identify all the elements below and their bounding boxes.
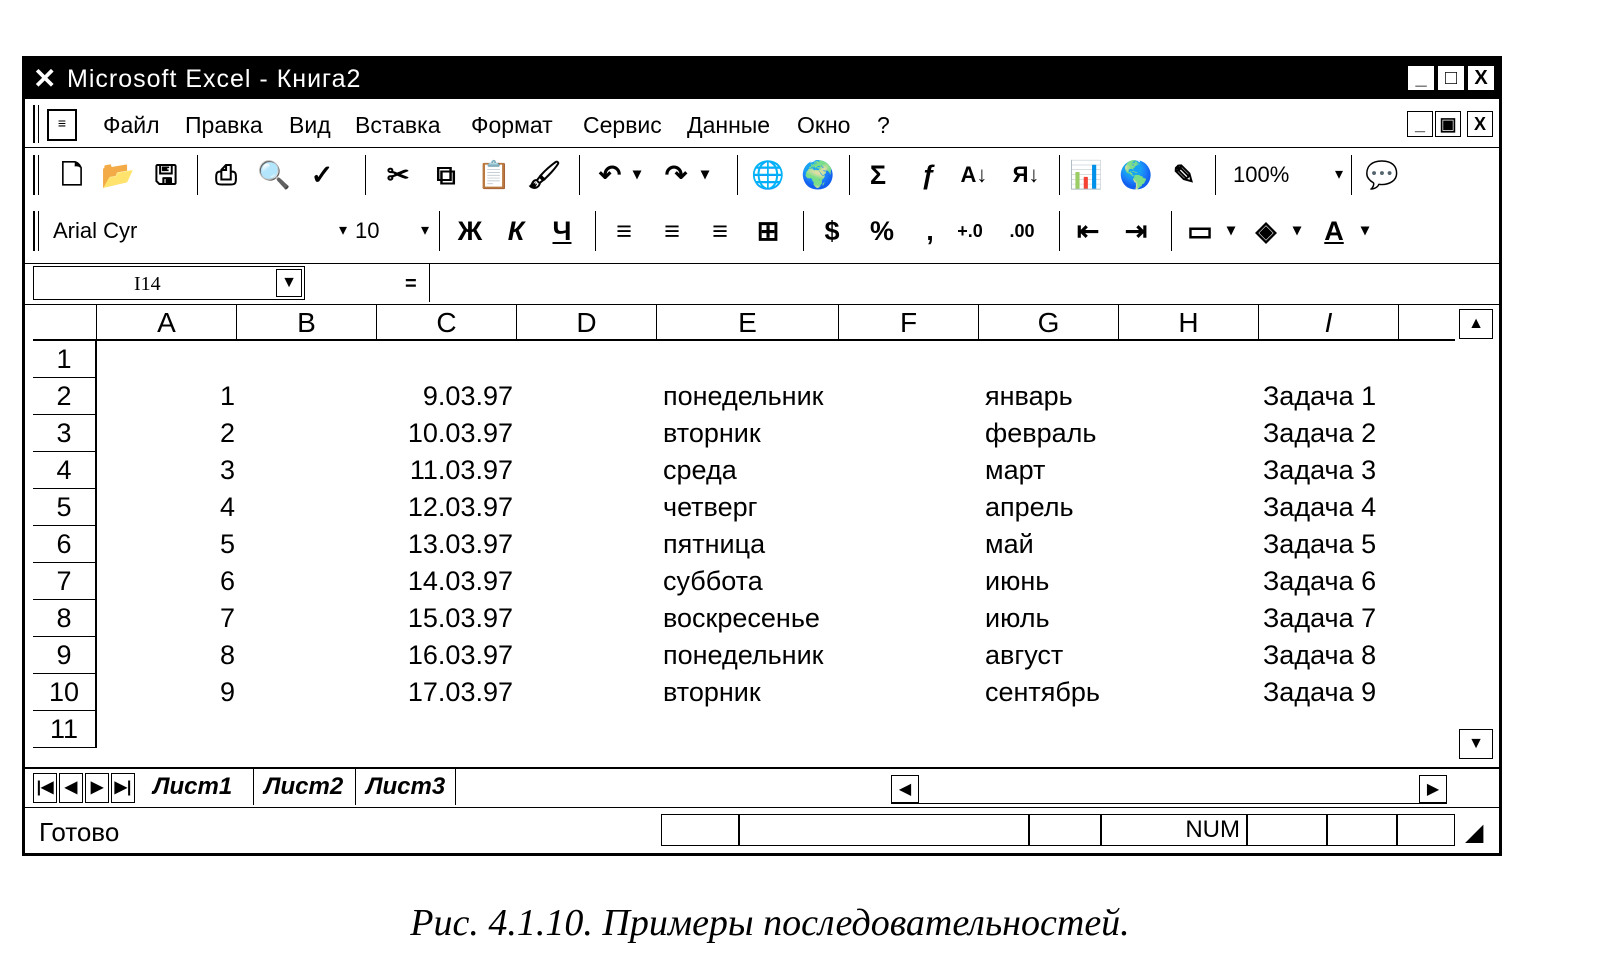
row-header-4[interactable]: 4 bbox=[33, 452, 97, 489]
cell-g6[interactable]: май bbox=[985, 529, 1034, 559]
menu-edit[interactable]: Правка bbox=[185, 112, 263, 138]
comma-style-icon[interactable]: , bbox=[926, 216, 934, 246]
map-globe-icon[interactable]: 🌎 bbox=[1119, 160, 1153, 190]
cell-e2[interactable]: понедельник bbox=[663, 381, 824, 411]
prev-sheet-icon[interactable]: ◀ bbox=[59, 773, 83, 803]
cell-e5[interactable]: четверг bbox=[663, 492, 758, 522]
cell-a4[interactable]: 3 bbox=[219, 455, 235, 485]
cell-c2[interactable]: 9.03.97 bbox=[422, 381, 513, 411]
toolbar-separator bbox=[803, 211, 804, 251]
open-folder-icon[interactable]: 📂 bbox=[101, 160, 135, 190]
column-header-a[interactable]: A bbox=[97, 305, 237, 341]
row-header-11[interactable]: 11 bbox=[33, 711, 97, 748]
decrease-decimal-icon[interactable]: .00 bbox=[1009, 221, 1035, 241]
scroll-down-icon[interactable]: ▼ bbox=[1459, 729, 1493, 759]
underline-button[interactable]: Ч bbox=[552, 216, 572, 246]
chart-wizard-icon[interactable]: 📊 bbox=[1069, 160, 1103, 190]
toolbar-separator bbox=[579, 155, 580, 195]
toolbar-separator bbox=[1215, 155, 1216, 195]
first-sheet-icon[interactable]: |◀ bbox=[33, 773, 57, 803]
status-panel bbox=[1247, 814, 1327, 846]
cell-i3[interactable]: Задача 2 bbox=[1263, 418, 1377, 448]
chevron-down-icon[interactable]: ▾ bbox=[338, 222, 347, 239]
status-panel bbox=[661, 814, 739, 846]
format-painter-icon[interactable]: 🖌 bbox=[527, 160, 562, 190]
save-disk-icon[interactable]: 🖫 bbox=[154, 160, 178, 190]
sort-descending-icon[interactable]: Я↓ bbox=[1012, 162, 1040, 187]
worksheet-grid[interactable] bbox=[25, 305, 1499, 765]
status-panel bbox=[1029, 814, 1101, 846]
cell-a2[interactable]: 1 bbox=[219, 381, 235, 411]
undo-icon[interactable]: ↶ bbox=[598, 160, 622, 190]
cell-i9[interactable]: Задача 8 bbox=[1263, 640, 1377, 670]
maximize-button[interactable]: □ bbox=[1437, 65, 1465, 91]
cell-i7[interactable]: Задача 6 bbox=[1263, 566, 1377, 596]
sheet-tab-3[interactable]: Лист3 bbox=[355, 769, 456, 805]
menu-file[interactable]: Файл bbox=[103, 112, 160, 138]
column-header-i[interactable]: I bbox=[1259, 305, 1399, 341]
doc-restore-button[interactable]: ▣ bbox=[1435, 111, 1461, 137]
increase-decimal-icon[interactable]: +.0 bbox=[957, 221, 983, 241]
cut-scissors-icon[interactable]: ✂ bbox=[386, 160, 410, 190]
close-button[interactable]: X bbox=[1467, 65, 1495, 91]
vertical-scrollbar[interactable] bbox=[1455, 305, 1495, 765]
cell-c4[interactable]: 11.03.97 bbox=[409, 455, 513, 485]
doc-close-button[interactable]: X bbox=[1467, 111, 1493, 137]
select-all-corner[interactable] bbox=[33, 305, 97, 341]
print-icon[interactable]: ⎙ bbox=[215, 160, 237, 190]
toolbar-grip[interactable] bbox=[33, 155, 39, 195]
fill-color-bucket-icon[interactable]: ◈ bbox=[1255, 216, 1277, 246]
menu-grip[interactable] bbox=[33, 105, 39, 143]
cell-i10[interactable]: Задача 9 bbox=[1263, 677, 1377, 707]
chevron-down-icon[interactable]: ▾ bbox=[1360, 222, 1370, 239]
cell-c10[interactable]: 17.03.97 bbox=[407, 677, 513, 707]
chevron-down-icon[interactable]: ▾ bbox=[1334, 166, 1343, 183]
toolbar-grip[interactable] bbox=[33, 211, 39, 251]
menu-format[interactable]: Формат bbox=[471, 112, 553, 138]
cell-c9[interactable]: 16.03.97 bbox=[407, 640, 513, 670]
spelling-check-icon[interactable]: ✓ bbox=[310, 160, 334, 190]
cell-g5[interactable]: апрель bbox=[985, 492, 1074, 522]
menu-bar bbox=[25, 101, 1499, 148]
merge-center-icon[interactable]: ⊞ bbox=[756, 216, 780, 246]
toolbar-separator bbox=[365, 155, 366, 195]
column-header-e[interactable]: E bbox=[657, 305, 839, 341]
num-lock-label: NUM bbox=[1185, 816, 1240, 843]
name-box[interactable] bbox=[33, 266, 305, 300]
cell-c5[interactable]: 12.03.97 bbox=[407, 492, 513, 522]
sort-ascending-icon[interactable]: A↓ bbox=[960, 162, 988, 187]
function-fx-icon[interactable]: ƒ bbox=[920, 160, 936, 190]
status-panel bbox=[1397, 814, 1455, 846]
excel-window bbox=[22, 56, 1502, 856]
name-box-value: I14 bbox=[134, 273, 161, 295]
cell-g7[interactable]: июнь bbox=[985, 566, 1050, 596]
toolbar-separator bbox=[595, 211, 596, 251]
formatting-toolbar bbox=[25, 205, 1499, 257]
menu-tools[interactable]: Сервис bbox=[583, 112, 662, 138]
chevron-down-icon[interactable]: ▾ bbox=[420, 222, 429, 239]
chevron-down-icon[interactable]: ▾ bbox=[1292, 222, 1302, 239]
align-right-icon[interactable]: ≡ bbox=[712, 216, 728, 246]
cell-e7[interactable]: суббота bbox=[663, 566, 763, 596]
column-header-g[interactable]: G bbox=[979, 305, 1119, 341]
sheet-tabs-bar bbox=[25, 767, 1499, 809]
scroll-left-icon[interactable]: ◀ bbox=[891, 775, 919, 803]
row-header-3[interactable]: 3 bbox=[33, 415, 97, 452]
web-globe-icon[interactable]: 🌐 bbox=[751, 160, 785, 190]
row-header-5[interactable]: 5 bbox=[33, 489, 97, 526]
redo-dropdown-icon[interactable]: ▾ bbox=[700, 166, 710, 183]
font-size-select[interactable] bbox=[355, 215, 429, 247]
font-color-icon[interactable]: A bbox=[1324, 216, 1344, 246]
menu-data[interactable]: Данные bbox=[687, 112, 771, 138]
cell-a7[interactable]: 6 bbox=[219, 566, 235, 596]
cell-g9[interactable]: август bbox=[985, 640, 1064, 670]
minimize-button[interactable]: _ bbox=[1407, 65, 1435, 91]
status-panel bbox=[1327, 814, 1397, 846]
decrease-indent-icon[interactable]: ⇤ bbox=[1076, 216, 1100, 246]
cell-g3[interactable]: февраль bbox=[985, 418, 1097, 448]
zoom-value: 100% bbox=[1233, 162, 1290, 187]
chevron-down-icon[interactable]: ▼ bbox=[276, 269, 302, 297]
toolbar-separator bbox=[439, 211, 440, 251]
cell-c7[interactable]: 14.03.97 bbox=[407, 566, 513, 596]
toolbar-separator bbox=[849, 155, 850, 195]
office-assistant-icon[interactable]: 💬 bbox=[1365, 160, 1399, 190]
toolbar-separator bbox=[197, 155, 198, 195]
font-name-value: Arial Cyr bbox=[53, 218, 138, 243]
new-document-icon[interactable]: 🗋 bbox=[61, 160, 83, 190]
paste-icon[interactable]: 📋 bbox=[477, 160, 511, 190]
font-name-select[interactable] bbox=[53, 215, 347, 247]
toolbar-separator bbox=[1351, 155, 1352, 195]
next-sheet-icon[interactable]: ▶ bbox=[85, 773, 109, 803]
cell-c6[interactable]: 13.03.97 bbox=[407, 529, 513, 559]
menu-help[interactable]: ? bbox=[877, 112, 890, 138]
cell-i2[interactable]: Задача 1 bbox=[1263, 381, 1377, 411]
scroll-up-icon[interactable]: ▲ bbox=[1459, 309, 1493, 339]
title-bar bbox=[25, 59, 1499, 99]
status-panel bbox=[739, 814, 1029, 846]
cell-a10[interactable]: 9 bbox=[219, 677, 235, 707]
horizontal-scrollbar[interactable] bbox=[891, 775, 1447, 804]
cell-g2[interactable]: январь bbox=[985, 381, 1073, 411]
cell-g10[interactable]: сентябрь bbox=[985, 677, 1100, 707]
cell-a9[interactable]: 8 bbox=[219, 640, 235, 670]
redo-icon[interactable]: ↷ bbox=[664, 160, 688, 190]
column-header-h[interactable]: H bbox=[1119, 305, 1259, 341]
column-header-empty bbox=[1399, 305, 1455, 341]
cell-e4[interactable]: среда bbox=[663, 455, 737, 485]
align-left-icon[interactable]: ≡ bbox=[616, 216, 632, 246]
row-header-8[interactable]: 8 bbox=[33, 600, 97, 637]
italic-button[interactable]: К bbox=[507, 216, 525, 246]
sheet-tab-2[interactable]: Лист2 bbox=[253, 769, 353, 805]
cell-e3[interactable]: вторник bbox=[663, 418, 761, 448]
standard-toolbar bbox=[25, 149, 1499, 201]
menu-view[interactable]: Вид bbox=[289, 112, 331, 138]
figure-caption: Рис. 4.1.10. Примеры последовательностей. bbox=[410, 902, 1130, 944]
cell-g8[interactable]: июль bbox=[985, 603, 1050, 633]
toolbar-separator bbox=[1059, 155, 1060, 195]
cell-i6[interactable]: Задача 5 bbox=[1263, 529, 1377, 559]
formula-bar bbox=[25, 263, 1499, 305]
cell-a5[interactable]: 4 bbox=[219, 492, 235, 522]
cell-a6[interactable]: 5 bbox=[219, 529, 235, 559]
num-lock-indicator bbox=[1101, 814, 1247, 846]
toolbar-separator bbox=[1171, 211, 1172, 251]
font-size-value: 10 bbox=[355, 218, 380, 243]
cell-e8[interactable]: воскресенье bbox=[663, 603, 820, 633]
web-toolbar-icon[interactable]: 🌍 bbox=[801, 160, 835, 190]
print-preview-icon[interactable]: 🔍 bbox=[257, 160, 291, 190]
cell-e9[interactable]: понедельник bbox=[663, 640, 824, 670]
formula-separator bbox=[429, 264, 430, 302]
column-header-c[interactable]: C bbox=[377, 305, 517, 341]
cell-c3[interactable]: 10.03.97 bbox=[407, 418, 513, 448]
row-header-2[interactable]: 2 bbox=[33, 378, 97, 415]
doc-minimize-button[interactable]: _ bbox=[1407, 111, 1433, 137]
bold-button[interactable]: Ж bbox=[457, 216, 483, 246]
last-sheet-icon[interactable]: ▶| bbox=[111, 773, 135, 803]
drawing-icon[interactable]: ✎ bbox=[1172, 160, 1196, 190]
currency-icon[interactable]: $ bbox=[824, 216, 840, 246]
increase-indent-icon[interactable]: ⇥ bbox=[1124, 216, 1148, 246]
undo-dropdown-icon[interactable]: ▾ bbox=[632, 166, 642, 183]
row-header-10[interactable]: 10 bbox=[33, 674, 97, 711]
window-title: Microsoft Excel - Книга2 bbox=[67, 65, 362, 93]
sheet-tab-1[interactable]: Лист1 bbox=[143, 769, 242, 807]
chevron-down-icon[interactable]: ▾ bbox=[1226, 222, 1236, 239]
row-header-1[interactable]: 1 bbox=[33, 341, 97, 378]
status-bar bbox=[25, 807, 1499, 854]
cell-i5[interactable]: Задача 4 bbox=[1263, 492, 1377, 522]
column-header-b[interactable]: B bbox=[237, 305, 377, 341]
align-center-icon[interactable]: ≡ bbox=[664, 216, 680, 246]
cell-i8[interactable]: Задача 7 bbox=[1263, 603, 1377, 633]
cell-i4[interactable]: Задача 3 bbox=[1263, 455, 1377, 485]
zoom-select[interactable] bbox=[1233, 159, 1343, 191]
cell-a8[interactable]: 7 bbox=[219, 603, 235, 633]
row-header-7[interactable]: 7 bbox=[33, 563, 97, 600]
row-header-9[interactable]: 9 bbox=[33, 637, 97, 674]
scroll-right-icon[interactable]: ▶ bbox=[1419, 775, 1447, 803]
status-text: Готово bbox=[39, 817, 120, 847]
menu-insert[interactable]: Вставка bbox=[355, 112, 441, 138]
row-header-6[interactable]: 6 bbox=[33, 526, 97, 563]
edit-formula-button[interactable]: = bbox=[405, 273, 417, 295]
column-header-f[interactable]: F bbox=[839, 305, 979, 341]
excel-x-icon: ✕ bbox=[33, 63, 57, 94]
borders-icon[interactable]: ▭ bbox=[1187, 216, 1213, 246]
toolbar-separator bbox=[737, 155, 738, 195]
menu-window[interactable]: Окно bbox=[797, 112, 851, 138]
cell-a3[interactable]: 2 bbox=[219, 418, 235, 448]
resize-grip-icon[interactable]: ◢ bbox=[1465, 819, 1484, 846]
cell-e6[interactable]: пятница bbox=[663, 529, 766, 559]
autosum-sigma-icon[interactable]: Σ bbox=[869, 160, 887, 190]
cell-e10[interactable]: вторник bbox=[663, 677, 761, 707]
copy-icon[interactable]: ⧉ bbox=[436, 160, 456, 190]
column-header-d[interactable]: D bbox=[517, 305, 657, 341]
document-icon[interactable]: ≡ bbox=[47, 109, 77, 141]
cell-c8[interactable]: 15.03.97 bbox=[407, 603, 513, 633]
percent-icon[interactable]: % bbox=[869, 216, 894, 246]
cell-g4[interactable]: март bbox=[985, 455, 1046, 485]
toolbar-separator bbox=[1059, 211, 1060, 251]
